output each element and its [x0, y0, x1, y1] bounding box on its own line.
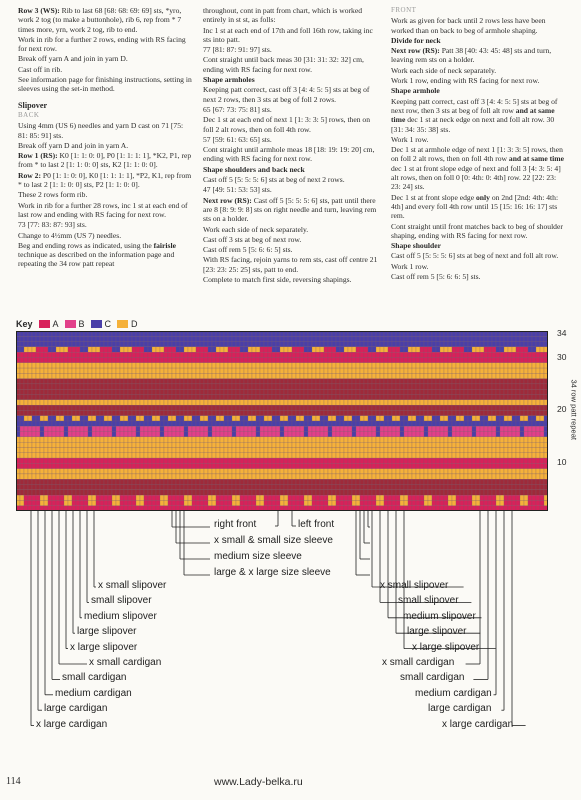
back-subheading: BACK [18, 110, 40, 119]
label-left-8: large cardigan [44, 703, 108, 715]
label-right-2: medium slipover [403, 610, 476, 622]
label-right-6: small cardigan [400, 672, 465, 684]
front-subheading: FRONT [391, 6, 417, 14]
label-left-1: small slipover [91, 595, 152, 607]
paragraph: Cont straight until front matches back to beg of shoulder shaping, ending with RS facing for next row. [391, 221, 563, 240]
website-url: www.Lady-belka.ru [214, 776, 303, 788]
paragraph: Inc 1 st at each end of 17th and foll 16th row, taking inc sts into patt. [203, 25, 373, 44]
paragraph: Break off yarn A and join in yarn D. [18, 54, 128, 64]
shape-armhole-heading: Shape armhole [391, 86, 440, 96]
paragraph: Dec 1 st at each end of next 1 [1: 3: 3: 5] rows, then on foll 2 alt rows, then on foll 4th row. [203, 115, 371, 134]
key-item-d: D [117, 319, 138, 329]
label-right-1: small slipover [398, 595, 459, 607]
paragraph: Work each side of neck separately. [391, 65, 497, 75]
label-sleeve-m: medium size sleeve [214, 551, 302, 562]
paragraph: Work 1 row, ending with RS facing for next row. [391, 76, 540, 86]
label-right-4: x large slipover [412, 641, 480, 653]
paragraph: Cast off rem 5 [5: 6: 6: 5] sts. [203, 245, 293, 255]
paragraph: Cont straight until armhole meas 18 [18: 19: 19: 20] cm, ending with RS facing for next row. [203, 145, 375, 164]
paragraph: Complete to match first side, reversing shapings. [203, 275, 352, 285]
paragraph: Keeping patt correct, cast off 3 [4: 4: 5: 5] sts at beg of next 2 rows, then 3 sts at beg of foll 2 rows. [203, 85, 370, 104]
paragraph: Cast off 5 [5: 5: 5: 6] sts at beg of next 2 rows. [203, 175, 345, 185]
paragraph: These 2 rows form rib. [18, 190, 88, 200]
paragraph: With RS facing, rejoin yarns to rem sts, cast off centre 21 [23: 23: 25: 25] sts, patt to end. [203, 255, 378, 274]
row2-instruction: Row 2: P0 [1: 1: 0: 0], K0 [1: 1: 1: 1], *P2, K1, rep from * to last 2 [1: 1: 0: 0] sts, P2 [1: 1: 0: 0]. [18, 170, 192, 190]
key-item-a: A [39, 319, 59, 329]
paragraph: Cast off rem 5 [5: 6: 6: 5] sts. [391, 272, 481, 282]
paragraph: 57 [59: 61: 63: 65] sts. [203, 134, 272, 144]
slipover-heading: Slipover [18, 100, 48, 110]
paragraph: 47 [49: 51: 53: 53] sts. [203, 185, 272, 195]
key-item-b: B [65, 319, 85, 329]
label-left-2: medium slipover [84, 610, 157, 622]
label-left-front: left front [298, 519, 335, 530]
paragraph: Cont straight until back meas 30 [31: 31: 32: 32] cm, ending with RS facing for next row. [203, 55, 364, 74]
paragraph: throughout, cont in patt from chart, which is worked entirely in st st, as folls: [203, 6, 363, 25]
paragraph: Work 1 row. [391, 261, 429, 271]
paragraph: Work each side of neck separately. [203, 224, 309, 234]
row-label-10: 10 [557, 457, 567, 467]
paragraph: Work in rib for a further 2 rows, ending with RS facing for next row. [18, 34, 186, 54]
paragraph: Beg and ending rows as indicated, using the fairisle technique as described on the information page and repeating the 34 row patt repeat [18, 240, 176, 269]
paragraph: Work as given for back until 2 rows less have been worked than on back to beg of armhole shaping. [391, 16, 546, 35]
label-left-5: x small cardigan [89, 657, 162, 668]
label-sleeve-xs-s: x small & small size sleeve [214, 535, 333, 546]
label-left-3: large slipover [77, 626, 137, 638]
paragraph: Cast off in rib. [18, 64, 63, 74]
shape-shoulders-heading: Shape shoulders and back neck [203, 164, 305, 174]
label-right-3: large slipover [407, 626, 467, 638]
paragraph: Using 4mm (US 6) needles and yarn D cast on 71 [75: 81: 85: 91] sts. [18, 121, 184, 140]
paragraph: 77 [81: 87: 91: 97] sts. [203, 45, 272, 55]
row-label-30: 30 [557, 352, 567, 362]
key-item-c: C [91, 319, 112, 329]
paragraph: Keeping patt correct, cast off 3 [4: 4: 5: 5] sts at beg of next row, then 3 sts at beg of foll alt row and at same time dec 1 st at neck edge on next and foll alt row. 30 [31: 34: 35: 38] sts. [391, 96, 558, 134]
paragraph: Cast off 5 [5: 5: 5: 6] sts at beg of next and foll alt row. [391, 251, 559, 261]
label-left-4: x large slipover [70, 641, 138, 653]
row3-instruction: Row 3 (WS): Rib to last 68 [68: 68: 69: 69] sts, *yro, work 2 tog (to make a buttonhole), rib 6, rep from * 7 times more, yrn, work 2 tog, rib to end. [18, 6, 182, 34]
repeat-label: 34 row patt repeat [569, 379, 579, 440]
shape-shoulder-heading: Shape shoulder [391, 241, 442, 251]
label-right-5: x small cardigan [382, 657, 455, 668]
label-left-0: x small slipover [98, 580, 167, 591]
paragraph: Dec 1 st at front slope edge only on 2nd [2nd: 4th: 4th: 4th] and every foll 4th row until 15 [15: 16: 16: 17] sts rem. [391, 192, 559, 221]
page-number: 114 [6, 776, 21, 787]
label-sleeve-l-xl: large & x large size sleeve [214, 567, 331, 578]
row1-instruction: Row 1 (RS): K0 [1: 1: 0: 0], P0 [1: 1: 1: 1], *K2, P1, rep from * to last 2 [1: 1: 0: 0] sts, K2 [1: 1: 0: 0]. [18, 151, 192, 170]
paragraph: 73 [77: 83: 87: 93] sts. [18, 220, 87, 230]
label-right-front: right front [214, 519, 257, 530]
label-left-6: small cardigan [62, 672, 127, 684]
label-left-9: x large cardigan [36, 718, 108, 730]
paragraph: Work 1 row. [391, 134, 429, 144]
label-right-8: large cardigan [428, 703, 492, 715]
label-right-9: x large cardigan [442, 718, 514, 730]
label-right-7: medium cardigan [415, 687, 492, 699]
label-right-0: x small slipover [380, 580, 449, 591]
paragraph: Dec 1 st at armhole edge of next 1 [1: 3: 3: 5] rows, then on foll 2 alt rows, then on foll 4th row and at same time dec 1 st at front slope edge of next and foll 3 [4: 3: 5: 4] alt rows, then on foll 0 [0: 4th: 0: 4th] row. 22 [22: 23: 23: 24] sts. [391, 145, 564, 192]
paragraph: Work in rib for a further 28 rows, inc 1 st at each end of last row and ending with RS facing for next row. [18, 200, 188, 219]
shape-armholes-heading: Shape armholes [203, 75, 255, 85]
paragraph: Cast off 3 sts at beg of next row. [203, 234, 302, 244]
paragraph: Change to 4½mm (US 7) needles. [18, 230, 122, 240]
label-left-7: medium cardigan [55, 687, 132, 699]
paragraph: 65 [67: 73: 75: 81] sts. [203, 104, 272, 114]
key-title: Key [16, 319, 33, 329]
divide-neck-heading: Divide for neck [391, 35, 441, 45]
paragraph: Break off yarn D and join in yarn A. [18, 140, 129, 150]
row-label-20: 20 [557, 404, 567, 414]
next-row-instruction: Next row (RS): Cast off 5 [5: 5: 5: 6] sts, patt until there are 8 [8: 9: 9: 8] sts on right needle and turn, leaving rem sts on a holder. [203, 195, 377, 224]
row-label-34: 34 [557, 328, 567, 338]
paragraph: See information page for finishing instructions, setting in sleeves using the set-in method. [18, 75, 192, 94]
next-row-instruction: Next row (RS): Patt 38 [40: 43: 45: 48] sts and turn, leaving rem sts on a holder. [391, 46, 552, 65]
